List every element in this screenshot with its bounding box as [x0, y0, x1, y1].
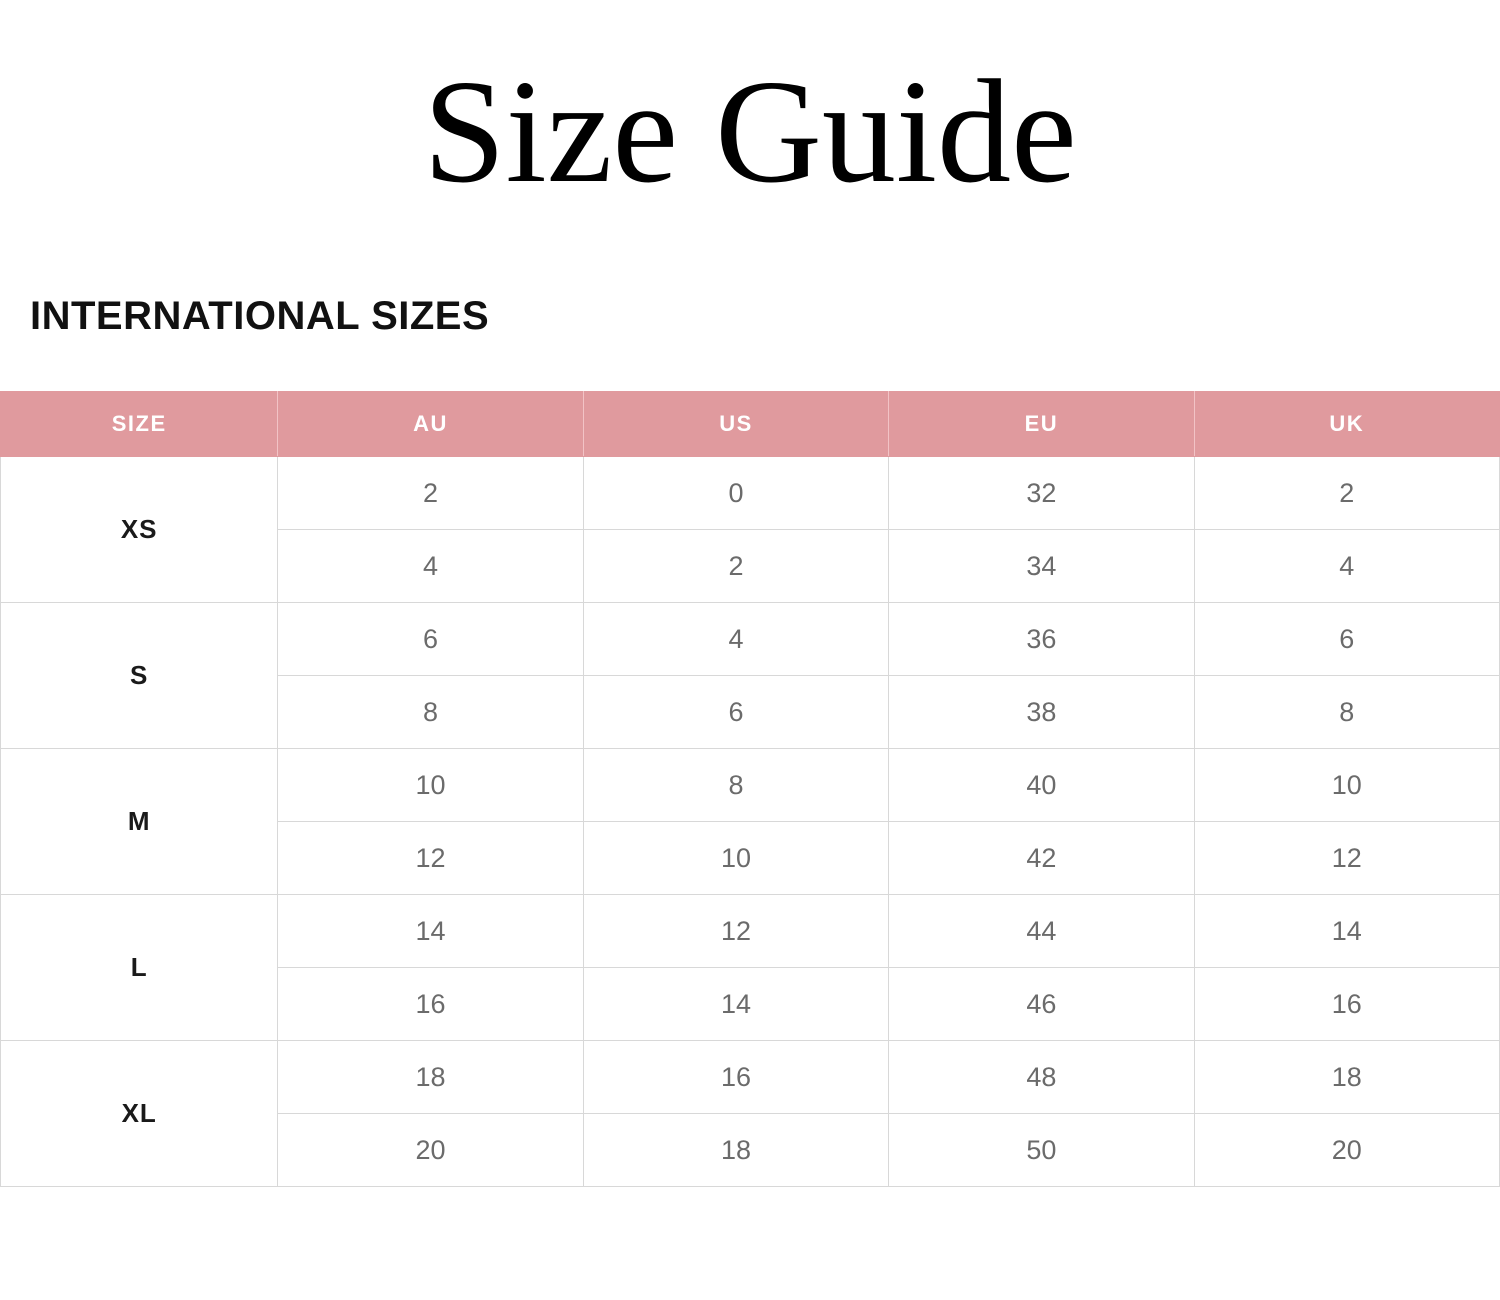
- section-heading: INTERNATIONAL SIZES: [30, 294, 490, 338]
- page-title: Size Guide: [423, 50, 1077, 214]
- size-table-container: [0, 391, 1500, 1187]
- table-row: [1, 603, 1500, 676]
- cell-us: 14: [583, 968, 888, 1041]
- cell-us: 2: [583, 530, 888, 603]
- cell-uk: 8: [1194, 676, 1499, 749]
- cell-uk: 10: [1194, 749, 1499, 822]
- cell-eu: 42: [889, 822, 1194, 895]
- cell-uk: 4: [1194, 530, 1499, 603]
- cell-us: 18: [583, 1114, 888, 1187]
- cell-uk: 16: [1194, 968, 1499, 1041]
- table-header-row: [1, 392, 1500, 457]
- cell-au: 20: [278, 1114, 583, 1187]
- cell-uk: 18: [1194, 1041, 1499, 1114]
- cell-uk: 6: [1194, 603, 1499, 676]
- cell-us: 10: [583, 822, 888, 895]
- size-label-xl: XL: [1, 1041, 278, 1187]
- cell-us: 4: [583, 603, 888, 676]
- cell-uk: 12: [1194, 822, 1499, 895]
- cell-us: 12: [583, 895, 888, 968]
- column-header-uk: UK: [1194, 392, 1499, 457]
- column-header-size: SIZE: [1, 392, 278, 457]
- cell-eu: 38: [889, 676, 1194, 749]
- international-sizes-table: [0, 391, 1500, 1187]
- cell-us: 6: [583, 676, 888, 749]
- cell-us: 16: [583, 1041, 888, 1114]
- table-row: [1, 749, 1500, 822]
- cell-eu: 32: [889, 457, 1194, 530]
- column-header-eu: EU: [889, 392, 1194, 457]
- cell-eu: 50: [889, 1114, 1194, 1187]
- cell-au: 2: [278, 457, 583, 530]
- cell-eu: 36: [889, 603, 1194, 676]
- cell-au: 8: [278, 676, 583, 749]
- cell-au: 4: [278, 530, 583, 603]
- cell-eu: 40: [889, 749, 1194, 822]
- cell-uk: 14: [1194, 895, 1499, 968]
- table-row: [1, 895, 1500, 968]
- cell-eu: 34: [889, 530, 1194, 603]
- table-row: [1, 1041, 1500, 1114]
- size-label-xs: XS: [1, 457, 278, 603]
- cell-us: 0: [583, 457, 888, 530]
- cell-au: 14: [278, 895, 583, 968]
- cell-eu: 46: [889, 968, 1194, 1041]
- cell-au: 18: [278, 1041, 583, 1114]
- cell-eu: 44: [889, 895, 1194, 968]
- table-header: [1, 392, 1500, 457]
- cell-uk: 2: [1194, 457, 1499, 530]
- cell-uk: 20: [1194, 1114, 1499, 1187]
- column-header-us: US: [583, 392, 888, 457]
- table-body: [1, 457, 1500, 1187]
- cell-au: 6: [278, 603, 583, 676]
- size-label-s: S: [1, 603, 278, 749]
- cell-au: 10: [278, 749, 583, 822]
- cell-us: 8: [583, 749, 888, 822]
- size-label-l: L: [1, 895, 278, 1041]
- cell-au: 16: [278, 968, 583, 1041]
- column-header-au: AU: [278, 392, 583, 457]
- table-row: [1, 457, 1500, 530]
- size-label-m: M: [1, 749, 278, 895]
- cell-eu: 48: [889, 1041, 1194, 1114]
- cell-au: 12: [278, 822, 583, 895]
